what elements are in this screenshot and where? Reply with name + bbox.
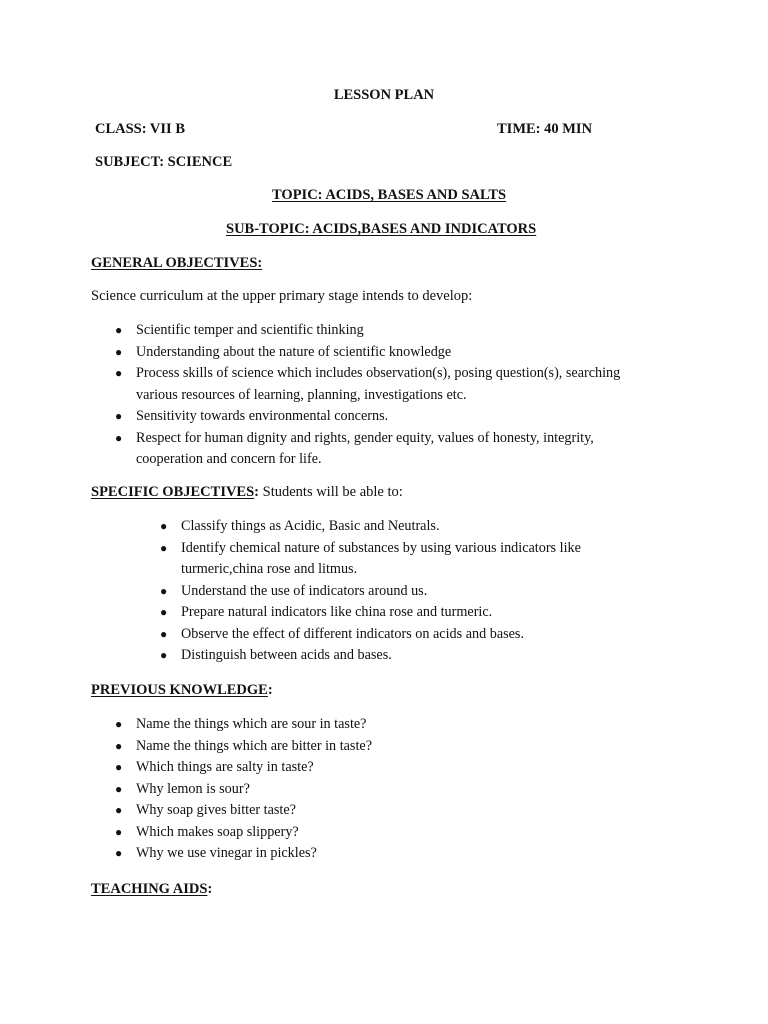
previous-knowledge-line	[91, 681, 273, 699]
bullet-icon: ●	[160, 626, 168, 641]
bullet-icon: ●	[115, 366, 123, 380]
subject-line: SUBJECT: SCIENCE	[95, 154, 233, 170]
list-item: ● Understand the use of indicators around us.	[157, 581, 657, 603]
bullet-icon: ●	[115, 760, 123, 774]
specific-objectives-colon: :	[254, 484, 260, 500]
bullet-icon: ●	[115, 803, 123, 817]
bullet-icon: ●	[115, 323, 123, 337]
list-item: ● Identify chemical nature of substances by using various indicators like turmeric,china rose and litmus.	[160, 539, 581, 577]
time-line: TIME: 40 MIN	[497, 121, 593, 137]
bullet-icon: ●	[160, 648, 168, 662]
previous-knowledge-colon: :	[267, 682, 273, 698]
bullet-icon: ●	[115, 409, 123, 423]
list-item: ● Name the things which are sour in taste?	[112, 714, 612, 736]
bullet-icon: ●	[115, 344, 123, 359]
document-title: LESSON PLAN	[333, 87, 435, 103]
list-item: ● Scientific temper and scientific thinking	[112, 320, 672, 342]
list-item: ● Prepare natural indicators like china rose and turmeric.	[157, 602, 657, 624]
topic-line	[272, 186, 506, 204]
bullet-icon: ●	[160, 540, 168, 555]
teaching-aids-colon: :	[207, 881, 213, 897]
topic-text: TOPIC: ACIDS, BASES AND SALTS	[272, 187, 507, 203]
bullet-icon: ●	[115, 781, 123, 796]
teaching-aids-line	[91, 880, 212, 898]
list-item: ● Sensitivity towards environmental concerns.	[112, 406, 672, 428]
bullet-icon: ●	[160, 583, 168, 598]
list-item: ● Process skills of science which includes observation(s), posing question(s), searching various resources of learning, planning, investigations etc.	[115, 365, 621, 403]
general-objectives-heading	[91, 254, 262, 272]
list-item: ● Classify things as Acidic, Basic and Neutrals.	[157, 516, 657, 538]
bullet-icon: ●	[115, 738, 123, 753]
specific-objectives-line	[91, 483, 403, 501]
list-item: ● Respect for human dignity and rights, gender equity, values of honesty, integrity, cooperation and concern for life.	[115, 429, 594, 467]
bullet-icon: ●	[160, 605, 168, 619]
list-item: ● Which makes soap slippery?	[112, 822, 612, 844]
previous-knowledge-list	[112, 714, 612, 865]
list-item: ● Why we use vinegar in pickles?	[112, 843, 612, 865]
specific-objectives-intro: Students will be able to:	[259, 484, 403, 500]
specific-objectives-list	[157, 516, 657, 667]
subtopic-line	[226, 220, 536, 238]
specific-objectives-heading: SPECIFIC OBJECTIVES	[91, 484, 255, 500]
general-objectives-list	[112, 320, 672, 471]
bullet-icon: ●	[115, 846, 123, 860]
list-item: ● Which things are salty in taste?	[112, 757, 612, 779]
general-objectives-heading-text: GENERAL OBJECTIVES:	[91, 255, 263, 271]
list-item: ● Distinguish between acids and bases.	[157, 645, 657, 667]
bullet-icon: ●	[115, 824, 123, 839]
list-item: ● Name the things which are bitter in taste?	[112, 736, 612, 758]
class-line: CLASS: VII B	[95, 121, 185, 137]
list-item: ● Why soap gives bitter taste?	[112, 800, 612, 822]
bullet-icon: ●	[115, 717, 123, 731]
bullet-icon: ●	[160, 519, 168, 533]
list-item: ● Observe the effect of different indicators on acids and bases.	[157, 624, 657, 646]
teaching-aids-heading: TEACHING AIDS	[91, 881, 208, 897]
list-item: ● Why lemon is sour?	[112, 779, 612, 801]
subtopic-text: SUB-TOPIC: ACIDS,BASES AND INDICATORS	[226, 221, 537, 237]
bullet-icon: ●	[115, 430, 123, 445]
list-item: ● Understanding about the nature of scientific knowledge	[112, 342, 672, 364]
previous-knowledge-heading: PREVIOUS KNOWLEDGE	[91, 682, 268, 698]
general-objectives-intro: Science curriculum at the upper primary stage intends to develop:	[91, 288, 473, 304]
